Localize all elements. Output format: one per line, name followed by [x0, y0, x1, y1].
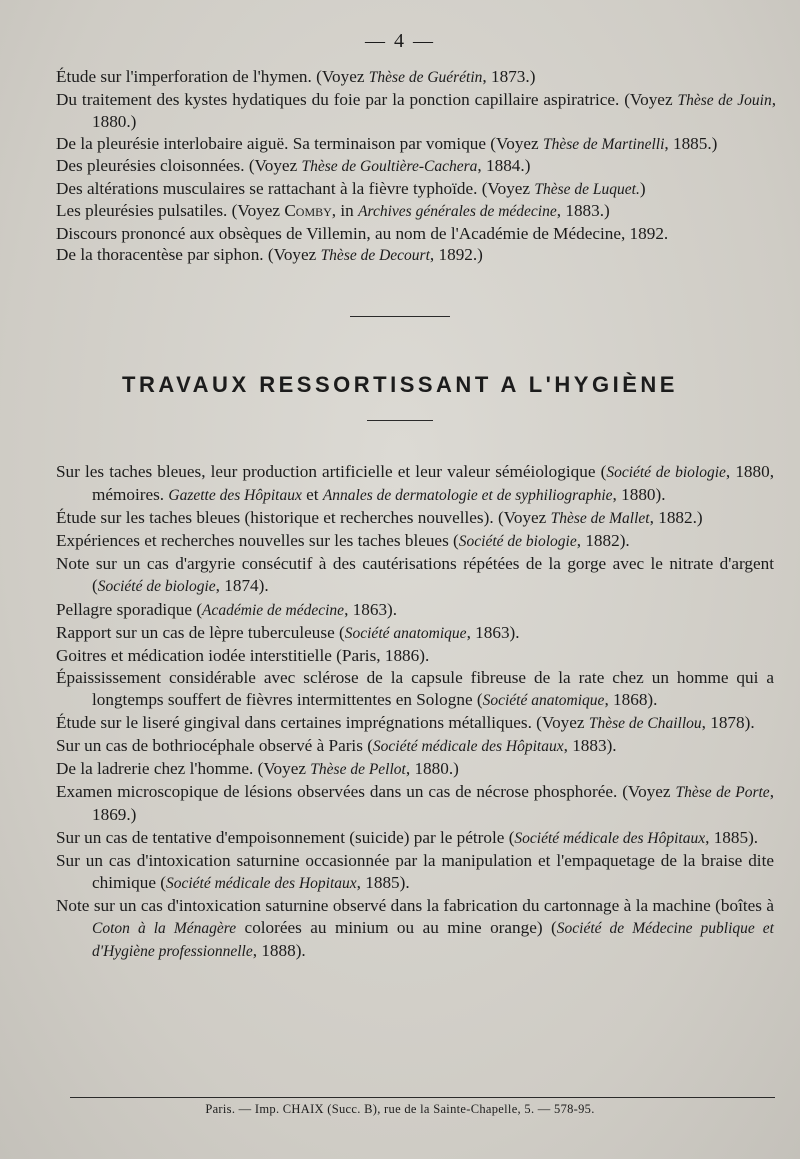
entry-hyg-8: Étude sur le liseré gingival dans certaines imprégnations métalliques. (Voyez Thèse de Chaillou, 1878).	[56, 713, 755, 733]
entry-hyg-1: Étude sur les taches bleues (historique et recherches nouvelles). (Voyez Thèse de Mallet, 1882.)	[56, 508, 703, 528]
entry-hyg-14: Note sur un cas d'intoxication saturnine observé dans la fabrication du cartonnage à la machine (boîtes à Coton à la Ménagère colorées au minium ou au mine orange) (Société de Médecine publique et d'Hygiène professionnelle, 1888).	[56, 895, 774, 960]
entry-top-4: Des altérations musculaires se rattachant à la fièvre typhoïde. (Voyez Thèse de Luquet.)	[56, 178, 646, 198]
footer-rule	[70, 1097, 775, 1098]
entry-top-6: Discours prononcé aux obsèques de Villemin, au nom de l'Académie de Médecine, 1892.	[56, 223, 669, 243]
bibliography-list-hygiene	[56, 461, 774, 963]
entry-hyg-4: Pellagre sporadique (Académie de médecine, 1863).	[56, 599, 398, 619]
entry-top-1: Du traitement des kystes hydatiques du foie par la ponction capillaire aspiratrice. (Voyez Thèse de Jouin, 1880.)	[56, 89, 776, 131]
entry-hyg-0: Sur les taches bleues, leur production artificielle et leur valeur séméiologique (Société de biologie, 1880, mémoires. Gazette des Hôpitaux et Annales de dermatologie et de syphiliographie, 1880).	[56, 462, 774, 505]
title-underline	[367, 420, 433, 421]
entry-hyg-5: Rapport sur un cas de lèpre tuberculeuse (Société anatomique, 1863).	[56, 622, 520, 642]
printer-imprint: Paris. — Imp. CHAIX (Succ. B), rue de la Sainte-Chapelle, 5. — 578-95.	[205, 1102, 595, 1116]
entry-top-5: Les pleurésies pulsatiles. (Voyez Comby, in Archives générales de médecine, 1883.)	[56, 201, 610, 220]
entry-hyg-10: De la ladrerie chez l'homme. (Voyez Thèse de Pellot, 1880.)	[56, 759, 459, 779]
entry-top-7: De la thoracentèse par siphon. (Voyez Thèse de Decourt, 1892.)	[56, 245, 483, 264]
bibliography-list-top	[56, 66, 776, 267]
entry-top-0: Étude sur l'imperforation de l'hymen. (Voyez Thèse de Guérétin, 1873.)	[56, 67, 536, 86]
section-title: TRAVAUX RESSORTISSANT A L'HYGIÈNE	[122, 372, 678, 397]
entry-top-3: Des pleurésies cloisonnées. (Voyez Thèse de Goultière-Cachera, 1884.)	[56, 156, 531, 175]
entry-hyg-12: Sur un cas de tentative d'empoisonnement (suicide) par le pétrole (Société médicale des Hôpitaux, 1885).	[56, 827, 759, 847]
divider-rule	[350, 316, 450, 317]
entry-hyg-7: Épaississement considérable avec sclérose de la capsule fibreuse de la rate chez un homme qui a longtemps souffert de fièvres intermittentes en Sologne (Société anatomique, 1868).	[56, 667, 774, 709]
entry-hyg-11: Examen microscopique de lésions observées dans un cas de nécrose phosphorée. (Voyez Thèse de Porte, 1869.)	[56, 782, 774, 825]
entry-hyg-13: Sur un cas d'intoxication saturnine occasionnée par la manipulation et l'empaquetage de la braise dite chimique (Société médicale des Hopitaux, 1885).	[56, 850, 774, 892]
entry-hyg-3: Note sur un cas d'argyrie consécutif à des cautérisations répétées de la gorge avec le nitrate d'argent (Société de biologie, 1874).	[56, 554, 774, 596]
page-number: — 4 —	[365, 30, 435, 52]
entry-hyg-6: Goitres et médication iodée interstitielle (Paris, 1886).	[56, 645, 430, 665]
entry-hyg-9: Sur un cas de bothriocéphale observé à Paris (Société médicale des Hôpitaux, 1883).	[56, 736, 617, 756]
entry-top-2: De la pleurésie interlobaire aiguë. Sa terminaison par vomique (Voyez Thèse de Martinelli, 1885.)	[56, 133, 718, 153]
entry-hyg-2: Expériences et recherches nouvelles sur les taches bleues (Société de biologie, 1882).	[56, 531, 630, 551]
